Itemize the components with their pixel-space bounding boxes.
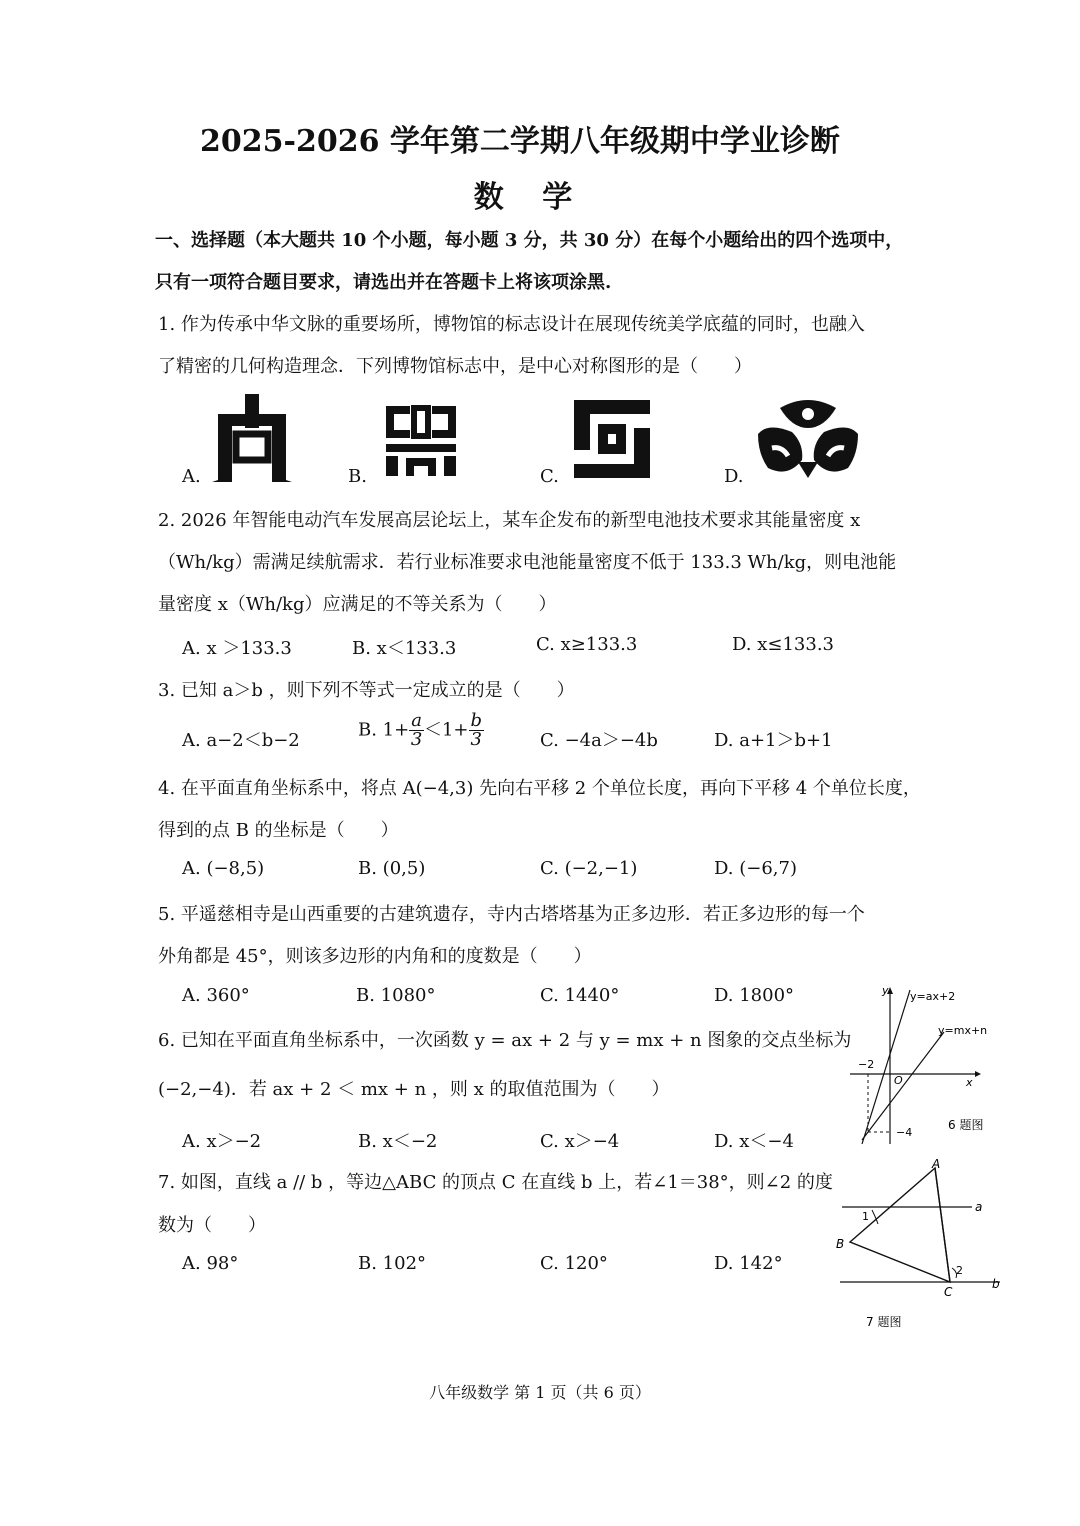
q2-option-c: C. x≥133.3 (536, 634, 638, 655)
q2-option-a: A. x ＞133.3 (182, 638, 292, 659)
q6-figure (840, 982, 1000, 1152)
museum-logo-a-icon (212, 392, 292, 484)
q2-line1: 2. 2026 年智能电动汽车发展高层论坛上，某车企发布的新型电池技术要求其能量密度 x (158, 510, 861, 531)
fraction-b-numerator: b (470, 710, 483, 731)
q4-option-c: C. (−2,−1) (540, 858, 638, 879)
q6-line-mxn (862, 1032, 944, 1140)
q6-option-a: A. x＞−2 (182, 1131, 262, 1152)
q6-label-line1: y=ax+2 (910, 990, 956, 1003)
page-footer: 八年级数学 第 1 页（共 6 页） (429, 1383, 651, 1402)
q7-label-B: B (836, 1237, 845, 1251)
fraction-b-over-3 (469, 712, 485, 749)
q1-option-d-label: D. (724, 466, 744, 487)
q7-angle-1: 1 (862, 1210, 869, 1223)
q7-label-b: b (992, 1277, 1000, 1291)
fraction-a-over-3 (409, 712, 424, 749)
museum-logo-b-icon (380, 400, 462, 480)
page-title: 2025-2026 学年第二学期八年级期中学业诊断 (200, 124, 840, 159)
section-heading-line2: 只有一项符合题目要求，请选出并在答题卡上将该项涂黑. (155, 272, 612, 293)
section-heading-line1: 一、选择题（本大题共 10 个小题，每小题 3 分，共 30 分）在每个小题给出的四个选项中， (155, 230, 904, 251)
q1-option-a-label: A. (182, 466, 201, 487)
q3-line1: 3. 已知 a＞b ，则下列不等式一定成立的是（ ） (158, 680, 575, 701)
q7-label-A: A (932, 1158, 941, 1171)
q7-line2: 数为（ ） (158, 1215, 266, 1236)
q7-triangle-abc (850, 1168, 950, 1282)
q2-option-b: B. x＜133.3 (352, 638, 457, 659)
q5-option-d: D. 1800° (714, 985, 795, 1006)
q6-option-b: B. x＜−2 (358, 1131, 438, 1152)
q5-line1: 5. 平遥慈相寺是山西重要的古建筑遗存，寺内古塔塔基为正多边形．若正多边形的每一个 (158, 904, 865, 925)
q3-option-b (358, 712, 484, 749)
q6-label-minus4: −4 (896, 1126, 913, 1139)
q6-caption: 6 题图 (948, 1118, 984, 1132)
q3-option-b-mid: ＜1+ (423, 719, 469, 741)
q4-line1: 4. 在平面直角坐标系中，将点 A(−4,3) 先向右平移 2 个单位长度，再向下平移 4 个单位长度， (158, 778, 921, 799)
q3-option-b-prefix: B. 1+ (358, 719, 410, 741)
q7-caption: 7 题图 (866, 1315, 902, 1329)
q4-line2: 得到的点 B 的坐标是（ ） (158, 820, 399, 841)
q6-label-origin: O (894, 1074, 903, 1087)
q7-line1: 7. 如图，直线 a // b ，等边△ABC 的顶点 C 在直线 b 上，若∠1＝38°，则∠2 的度 (158, 1172, 833, 1193)
q6-label-x: x (966, 1076, 973, 1089)
fraction-a-denominator: 3 (410, 729, 423, 750)
q7-angle-2: 2 (956, 1264, 963, 1277)
q7-option-d: D. 142° (714, 1253, 783, 1274)
q3-option-d: D. a+1＞b+1 (714, 730, 833, 751)
q6-line1: 6. 已知在平面直角坐标系中，一次函数 y = ax + 2 与 y = mx + n 图象的交点坐标为 (158, 1030, 852, 1051)
q6-label-line2: y=mx+n (938, 1024, 988, 1037)
q2-line3: 量密度 x（Wh/kg）应满足的不等关系为（ ） (158, 594, 557, 615)
q5-option-b: B. 1080° (356, 985, 436, 1006)
q5-option-c: C. 1440° (540, 985, 620, 1006)
q2-line2: （Wh/kg）需满足续航需求．若行业标准要求电池能量密度不低于 133.3 Wh/kg，则电池能 (158, 552, 897, 573)
q3-option-c: C. −4a＞−4b (540, 730, 658, 751)
q4-option-d: D. (−6,7) (714, 858, 797, 879)
q4-option-a: A. (−8,5) (182, 858, 265, 879)
q1-line2: 了精密的几何构造理念．下列博物馆标志中，是中心对称图形的是（ ） (158, 356, 752, 377)
q7-option-b: B. 102° (358, 1253, 427, 1274)
fraction-b-denominator: 3 (470, 729, 482, 750)
museum-logo-d-icon (758, 398, 858, 482)
q7-label-C: C (944, 1285, 953, 1299)
q7-label-a: a (975, 1200, 983, 1214)
q6-option-d: D. x＜−4 (714, 1131, 794, 1152)
fraction-a-numerator: a (411, 710, 422, 731)
q7-figure (832, 1158, 1008, 1334)
q5-line2: 外角都是 45°，则该多边形的内角和的度数是（ ） (158, 946, 592, 967)
q6-label-minus2: −2 (858, 1058, 875, 1071)
q7-option-a: A. 98° (182, 1253, 239, 1274)
q1-line1: 1. 作为传承中华文脉的重要场所，博物馆的标志设计在展现传统美学底蕴的同时，也融入 (158, 314, 865, 335)
q4-option-b: B. (0,5) (358, 858, 426, 879)
q1-option-c-label: C. (540, 466, 559, 487)
q6-option-c: C. x＞−4 (540, 1131, 620, 1152)
q3-option-a: A. a−2＜b−2 (182, 730, 300, 751)
subject-title: 数 学 (473, 180, 587, 215)
q1-option-b-label: B. (348, 466, 367, 487)
q2-option-d: D. x≤133.3 (732, 634, 834, 655)
museum-logo-c-icon (572, 398, 652, 480)
q6-line2: (−2,−4)．若 ax + 2 ＜ mx + n ，则 x 的取值范围为（ ） (158, 1079, 670, 1100)
q6-label-y: y (882, 984, 889, 997)
q7-option-c: C. 120° (540, 1253, 608, 1274)
q5-option-a: A. 360° (182, 985, 250, 1006)
